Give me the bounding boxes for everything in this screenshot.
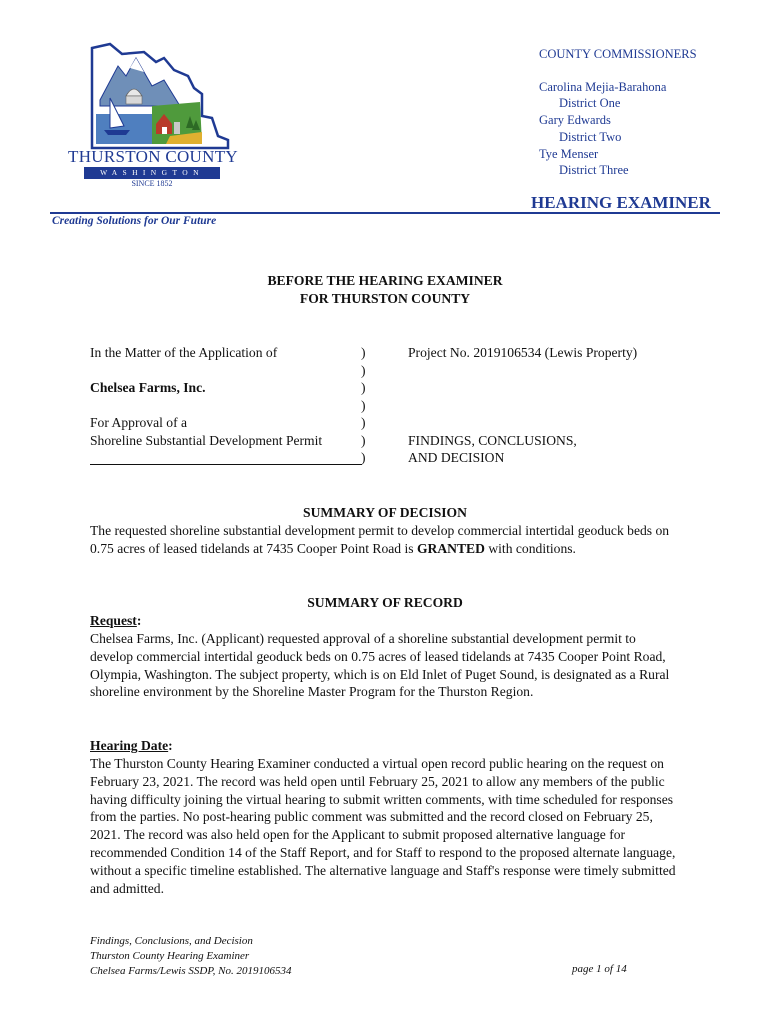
water-shape [96,114,154,144]
caption-parens [361,344,366,467]
paren: ) [361,362,366,378]
logo-county-name: THURSTON COUNTY [68,147,238,166]
caption-left [90,344,370,465]
caption-underline [90,449,362,465]
hearing-text: The Thurston County Hearing Examiner conducted a virtual open record public hearing on the request on February 23, 2021. The record was held open until February 25, 2021 to allow any members of the public having difficulty joining the virtual hearing to submit written comments, with time scheduled for responses from the parties. No post-hearing public comment was submitted and the record closed on February 25, 2021. The record was also held open for the Applicant to submit proposed alternative language for recommended Condition 14 of the Staff Report, and for Staff to respond to the proposed alternate language, without a specific timeline established. The alternative language and Staff's response were timely submitted and admitted. [90,756,676,896]
summary-record-title: SUMMARY OF RECORD [307,595,463,610]
commissioners-block [539,46,697,179]
paren: ) [361,380,366,395]
caption-matter: In the Matter of the Application of [90,345,278,360]
commissioner-district: District One [559,96,621,111]
summary-decision-text [90,522,680,558]
paren: ) [361,450,366,465]
footer-line-2: Thurston County Hearing Examiner [90,949,250,962]
paren: ) [361,345,366,360]
letterhead-divider [50,212,720,214]
hearing-label: Hearing Date [90,738,169,753]
paren: ) [361,415,366,430]
caption-applicant: Chelsea Farms, Inc. [90,380,206,395]
logo-state-name: WASHINGTON [100,168,204,177]
tagline: Creating Solutions for Our Future [52,215,217,227]
office-title: HEARING EXAMINER [531,193,711,212]
commissioner-name: Carolina Mejia-Barahona [539,79,667,94]
commissioner-district: District Two [559,129,622,144]
caption-project: Project No. 2019106534 (Lewis Property) [408,345,638,360]
footer-line-1: Findings, Conclusions, and Decision [90,935,253,947]
request-label: Request [90,613,137,628]
paren: ) [361,432,366,448]
caption-approval-2: Shoreline Substantial Development Permit [90,432,323,448]
heading-line-2: FOR THURSTON COUNTY [299,291,471,306]
heading-line-1: BEFORE THE HEARING EXAMINER [267,273,503,288]
footer-left [90,934,291,978]
commissioner-district: District Three [559,163,629,178]
commissioner-name: Tye Menser [539,146,599,161]
decision-granted: GRANTED [416,540,485,556]
hearing-heading: Hearing Date: [90,738,173,753]
commissioner-name: Gary Edwards [539,113,611,128]
request-heading: Request: [90,613,142,628]
caption-approval-1: For Approval of a [90,415,188,430]
request-text: Chelsea Farms, Inc. (Applicant) requested approval of a shoreline substantial development permit to develop commercial intertidal geoduck beds on 0.75 acres of leased tidelands at 7435 Cooper Point Road, Olympia, Washington. The subject property, which is on Eld Inlet of Puget Sound, is designated as a Rural shoreline environment by the Shoreline Master Program for the Thurston Region. [90,631,670,700]
caption-findings-2: AND DECISION [408,450,505,465]
footer-line-3: Chelsea Farms/Lewis SSDP, No. 2019106534 [90,964,292,977]
paren: ) [361,397,366,413]
caption-right [408,344,637,467]
logo-since: SINCE 1852 [131,179,173,188]
decision-text-after: with conditions. [484,540,576,556]
decision-text-before: The requested shoreline substantial development permit to develop commercial intertidal geoduck beds on 0.75 acres of leased tidelands at 7435 Cooper Point Road is [90,523,670,556]
commissioners-heading: COUNTY COMMISSIONERS [539,47,697,61]
summary-decision-title: SUMMARY OF DECISION [303,505,467,520]
page-number: page 1 of 14 [572,963,627,975]
caption-findings-1: FINDINGS, CONCLUSIONS, [408,432,577,448]
